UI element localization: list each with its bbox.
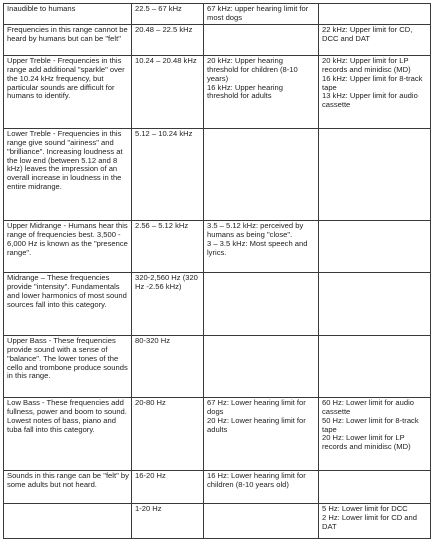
frequency-range-cell: 1-20 Hz	[132, 503, 204, 538]
frequency-range-cell: 2.56 – 5.12 kHz	[132, 220, 204, 272]
range-description-cell: Upper Bass - These frequencies provide sound with a sense of "balance". The lower tones of the cello and trombone produce sounds in this range.	[4, 335, 132, 397]
hearing-limit-cell	[204, 335, 319, 397]
table-row	[4, 397, 431, 470]
frequency-range-cell: 5.12 – 10.24 kHz	[132, 128, 204, 220]
frequency-range-cell: 22.5 – 67 kHz	[132, 4, 204, 25]
range-description-cell: Sounds in this range can be "felt" by some adults but not heard.	[4, 470, 132, 503]
range-description-cell: Inaudible to humans	[4, 4, 132, 25]
hearing-limit-cell: 67 kHz: upper hearing limit for most dogs	[204, 4, 319, 25]
range-description-cell: Lower Treble - Frequencies in this range give sound "airiness" and "brilliance". Increasing loudness at the low end (between 5.12 and 8 kHz) leaves the impression of an overall increase in loudness in the entire midrange.	[4, 128, 132, 220]
hearing-limit-cell	[204, 503, 319, 538]
hearing-limit-cell: 20 kHz: Upper hearing threshold for children (8-10 years) 16 kHz: Upper hearing threshold for adults	[204, 55, 319, 128]
hearing-limit-cell: 67 Hz: Lower hearing limit for dogs 20 Hz: Lower hearing limit for adults	[204, 397, 319, 470]
table-row	[4, 272, 431, 335]
media-limit-cell	[319, 220, 431, 272]
range-description-cell: Upper Treble - Frequencies in this range add additional "sparkle" over the 10.24 kHz frequency, but particular sounds are difficult for humans to identify.	[4, 55, 132, 128]
media-limit-cell	[319, 272, 431, 335]
table-body	[4, 4, 431, 539]
range-description-cell: Upper Midrange - Humans hear this range of frequencies best. 3,500 - 6,000 Hz is known as the "presence range".	[4, 220, 132, 272]
hearing-limit-cell	[204, 24, 319, 55]
frequency-range-cell: 80-320 Hz	[132, 335, 204, 397]
table-row	[4, 220, 431, 272]
table-row	[4, 24, 431, 55]
table-row	[4, 55, 431, 128]
range-description-cell: Frequencies in this range cannot be heard by humans but can be "felt"	[4, 24, 132, 55]
table-row	[4, 503, 431, 538]
table-row	[4, 128, 431, 220]
table-row	[4, 4, 431, 25]
media-limit-cell: 5 Hz: Lower limit for DCC 2 Hz: Lower limit for CD and DAT	[319, 503, 431, 538]
table-row	[4, 335, 431, 397]
range-description-cell: Midrange – These frequencies provide "intensity". Fundamentals and lower harmonics of most sound sources fall into this category.	[4, 272, 132, 335]
frequency-range-cell: 20.48 – 22.5 kHz	[132, 24, 204, 55]
media-limit-cell	[319, 128, 431, 220]
media-limit-cell	[319, 470, 431, 503]
media-limit-cell	[319, 335, 431, 397]
range-description-cell: Low Bass - These frequencies add fullness, power and boom to sound. Lowest notes of bass, piano and tuba fall into this category.	[4, 397, 132, 470]
hearing-limit-cell: 16 Hz: Lower hearing limit for children (8-10 years old)	[204, 470, 319, 503]
frequency-range-table	[3, 3, 431, 539]
range-description-cell	[4, 503, 132, 538]
frequency-range-cell: 10.24 – 20.48 kHz	[132, 55, 204, 128]
table-row	[4, 470, 431, 503]
media-limit-cell: 22 kHz: Upper limit for CD, DCC and DAT	[319, 24, 431, 55]
hearing-limit-cell	[204, 272, 319, 335]
frequency-range-cell: 20-80 Hz	[132, 397, 204, 470]
media-limit-cell: 60 Hz: Lower limit for audio cassette 50 Hz: Lower limit for 8-track tape 20 Hz: Lower limit for LP records and minidisc (MD)	[319, 397, 431, 470]
media-limit-cell: 20 kHz: Upper limit for LP records and minidisc (MD) 16 kHz: Upper limit for 8-track tape 13 kHz: Upper limit for audio cassette	[319, 55, 431, 128]
frequency-range-cell: 16-20 Hz	[132, 470, 204, 503]
media-limit-cell	[319, 4, 431, 25]
hearing-limit-cell: 3.5 – 5.12 kHz: perceived by humans as being "close". 3 – 3.5 kHz: Most speech and lyrics.	[204, 220, 319, 272]
hearing-limit-cell	[204, 128, 319, 220]
frequency-range-cell: 320-2,560 Hz (320 Hz -2.56 kHz)	[132, 272, 204, 335]
